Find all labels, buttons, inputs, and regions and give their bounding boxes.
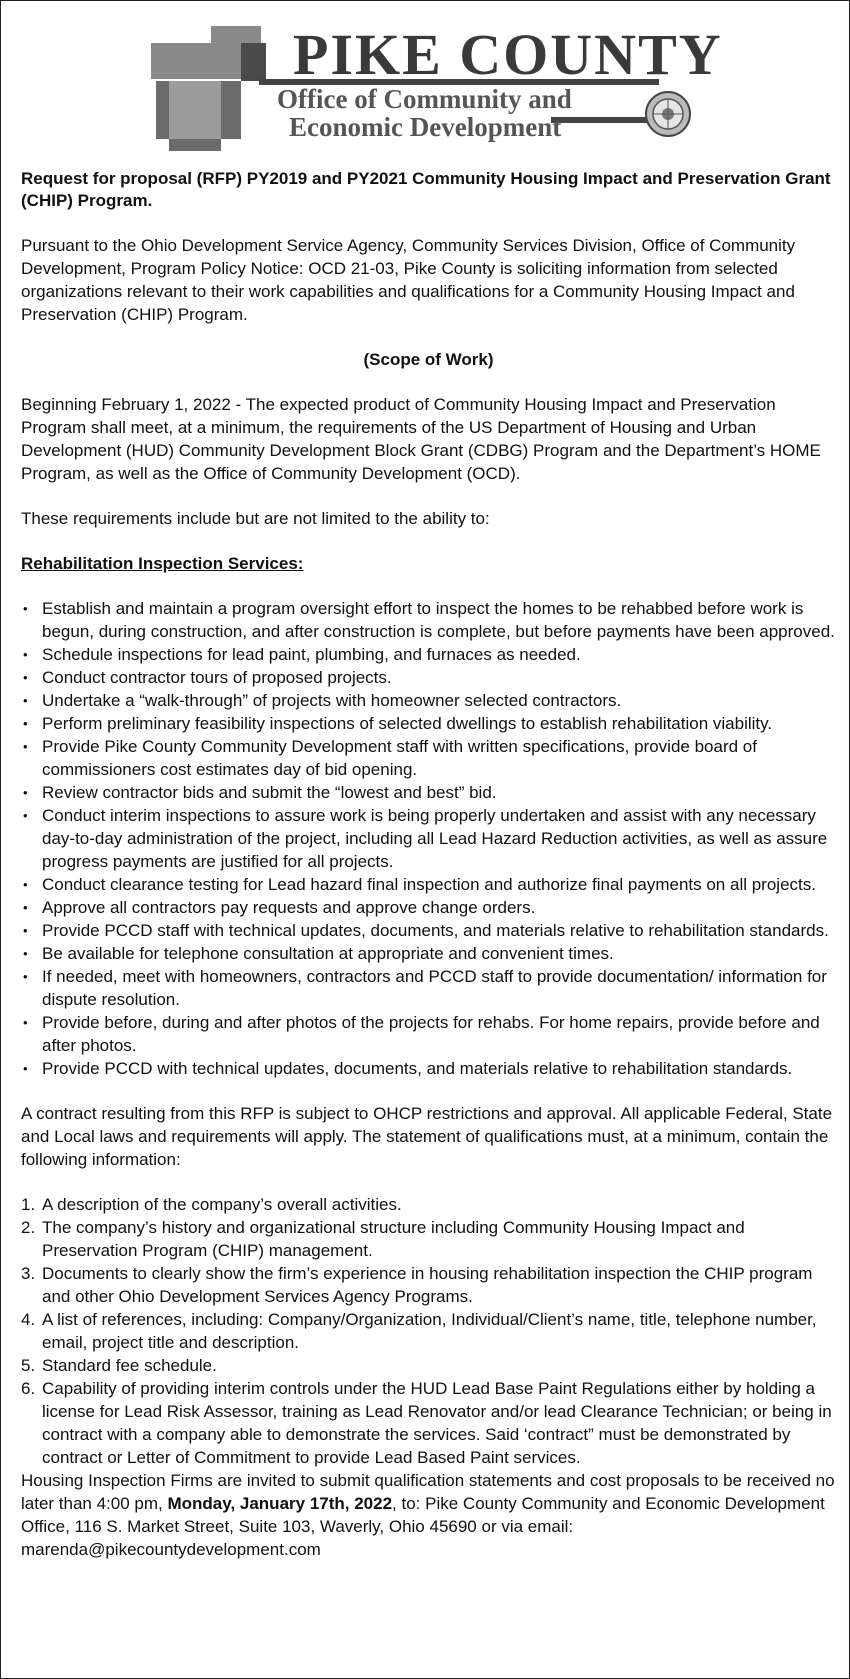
bullet-item: • Provide PCCD with technical updates, documents, and materials relative to rehabilitation standards. — [21, 1057, 836, 1080]
rfp-body — [21, 168, 836, 1561]
section-title: Rehabilitation Inspection Services: — [21, 554, 304, 573]
bullet-item: • Conduct clearance testing for Lead hazard final inspection and authorize final payments on all projects. — [21, 873, 836, 896]
submission-deadline: Monday, January 17th, 2022 — [167, 1494, 393, 1513]
numbered-item — [21, 1216, 836, 1262]
numbered-item — [21, 1354, 836, 1377]
bullet-item: • Conduct contractor tours of proposed projects. — [21, 666, 836, 689]
item-text: Documents to clearly show the firm’s experience in housing rehabilitation inspection the CHIP program and other Ohio Development Services Agency Programs. — [42, 1264, 813, 1306]
logo-subtitle-line2: Economic Development — [289, 112, 562, 142]
bullet-item: • Provide before, during and after photos of the projects for rehabs. For home repairs, provide before and after photos. — [21, 1011, 836, 1057]
item-number: 3. — [21, 1264, 36, 1283]
rfp-heading: Request for proposal (RFP) PY2019 and PY2021 Community Housing Impact and Preservation Grant (CHIP) Program. — [21, 169, 831, 210]
numbered-item — [21, 1262, 836, 1308]
bullet-item: • Review contractor bids and submit the “lowest and best” bid. — [21, 781, 836, 804]
closing-text-before: Housing Inspection Firms are invited to submit qualification statements and cost proposals to be received no later than 4:00 pm, — [21, 1471, 835, 1513]
item-number: 6. — [21, 1379, 36, 1398]
scope-paragraph: Beginning February 1, 2022 - The expected product of Community Housing Impact and Preservation Program shall meet, at a minimum, the requirements of the US Department of Housing and Urban Development (HUD) Community Development Block Grant (CDBG) Program and the Department’s HOME Program, as well as the Office of Community Development (OCD). — [21, 395, 821, 483]
numbered-item — [21, 1193, 836, 1216]
bullet-item: • Schedule inspections for lead paint, plumbing, and furnaces as needed. — [21, 643, 836, 666]
item-number: 4. — [21, 1310, 36, 1329]
bullet-item: • Perform preliminary feasibility inspections of selected dwellings to establish rehabilitation viability. — [21, 712, 836, 735]
closing-text-after: , to: Pike County Community and Economic Development Office, 116 S. Market Street, Suite 103, Waverly, Ohio 45690 or via email: marenda@pikecountydevelopment.com — [21, 1494, 825, 1559]
contract-paragraph: A contract resulting from this RFP is subject to OHCP restrictions and approval. All applicable Federal, State and Local laws and requirements will apply. The statement of qualifications must, at a minimum, contain the following information: — [21, 1104, 833, 1169]
bullet-item: • Approve all contractors pay requests and approve change orders. — [21, 896, 836, 919]
item-text: The company’s history and organizational structure including Community Housing Impact and Preservation Program (CHIP) management. — [42, 1218, 745, 1260]
closing-paragraph — [21, 1469, 836, 1561]
services-bullet-list — [21, 597, 836, 1080]
intro-paragraph: Pursuant to the Ohio Development Service Agency, Community Services Division, Office of Community Development, Program Policy Notice: OCD 21-03, Pike County is soliciting information from selected organizations relevant to their work capabilities and qualifications for a Community Housing Impact and Preservation (CHIP) Program. — [21, 236, 796, 324]
qualifications-numbered-list — [21, 1193, 836, 1469]
bullet-item: • If needed, meet with homeowners, contractors and PCCD staff to provide documentation/ information for dispute resolution. — [21, 965, 836, 1011]
logo-subtitle-line1: Office of Community and — [277, 84, 572, 114]
bullet-item: • Provide Pike County Community Development staff with written specifications, provide board of commissioners cost estimates day of bid opening. — [21, 735, 836, 781]
numbered-item — [21, 1308, 836, 1354]
bullet-item: • Undertake a “walk-through” of projects with homeowner selected contractors. — [21, 689, 836, 712]
bullet-item: • Establish and maintain a program oversight effort to inspect the homes to be rehabbed before work is begun, during construction, and after construction is complete, but before payments have been approved. — [21, 597, 836, 643]
item-text: Capability of providing interim controls under the HUD Lead Base Paint Regulations either by holding a license for Lead Risk Assessor, training as Lead Renovator and/or lead Clearance Technician; or being in contract with a company able to demonstrate the services. Said ‘contract” must be demonstrated by contract or Letter of Commitment to provide Lead Based Paint services. — [42, 1379, 832, 1467]
scope-heading: (Scope of Work) — [363, 350, 494, 369]
item-number: 1. — [21, 1195, 36, 1214]
bullet-item: • Provide PCCD staff with technical updates, documents, and materials relative to rehabilitation standards. — [21, 919, 836, 942]
bullet-item: • Be available for telephone consultation at appropriate and convenient times. — [21, 942, 836, 965]
item-number: 2. — [21, 1218, 36, 1237]
county-seal-icon — [643, 89, 693, 139]
item-text: A description of the company’s overall activities. — [42, 1195, 402, 1214]
item-number: 5. — [21, 1356, 36, 1375]
numbered-item — [21, 1377, 836, 1469]
pike-county-logo — [141, 21, 721, 161]
item-text: A list of references, including: Company/Organization, Individual/Client’s name, title, telephone number, email, project title and description. — [42, 1310, 817, 1352]
logo-title: PIKE COUNTY — [293, 22, 723, 87]
bullet-item: • Conduct interim inspections to assure work is being properly undertaken and assist with any necessary day-to-day administration of the project, including all Lead Hazard Reduction activities, as well as assure progress payments are justified for all projects. — [21, 804, 836, 873]
requirements-intro: These requirements include but are not limited to the ability to: — [21, 509, 490, 528]
item-text: Standard fee schedule. — [42, 1356, 217, 1375]
